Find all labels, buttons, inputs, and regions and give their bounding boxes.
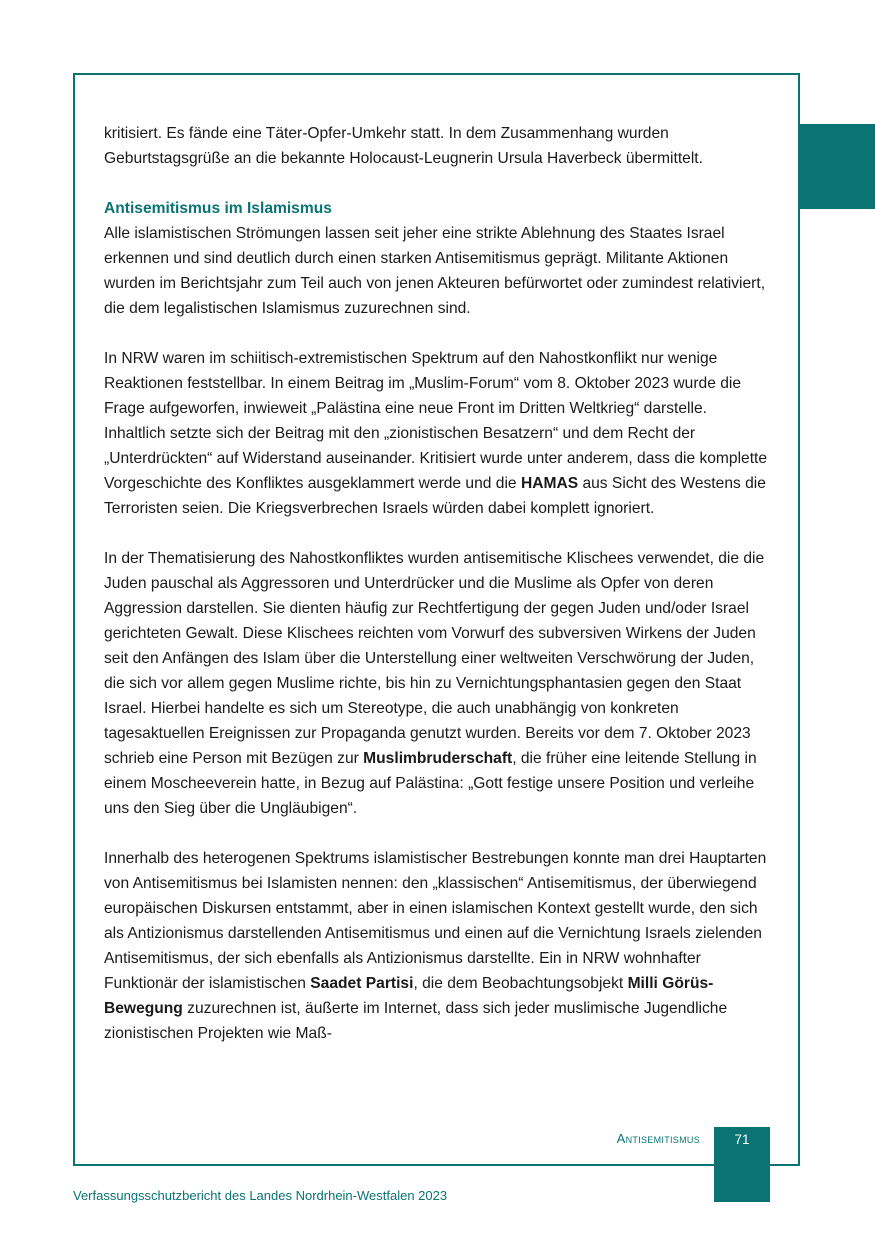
page-number-box bbox=[714, 1127, 770, 1202]
publication-title: Verfassungsschutzbericht des Landes Nordrhein-Westfalen 2023 bbox=[73, 1188, 448, 1203]
term-hamas: HAMAS bbox=[520, 475, 579, 492]
paragraph-3 bbox=[104, 346, 770, 521]
paragraph-4-text-a: In der Thematisierung des Nahostkonfliktes wurden antisemitische Klischees verwendet, die die Juden pauschal als Aggressoren und Unterdrücker und die Muslime als Opfer von deren Aggression darstellen. Sie dienten häufig zur Rechtfertigung der gegen Juden und/oder Israel gerichteten Gewalt. Diese Klischees reichten vom Vorwurf des subversiven Wirkens der Juden seit den Anfängen des Islam über die Unterstellung einer weltweiten Verschwörung der Juden, die sich vor allem gegen Muslime richte, bis hin zu Vernichtungsphantasien gegen den Staat Israel. Hierbei handelte es sich um Stereotype, die auch unabhängig von konkreten tagesaktuellen Ereignissen zur Propaganda genutzt wurden. Bereits vor dem 7. Oktober 2023 schrieb eine Person mit Bezügen zur bbox=[104, 550, 765, 767]
term-saadet-partisi: Saadet Partisi bbox=[310, 975, 414, 992]
paragraph-4-text-c: , die früher eine leitende Stellung in einem Moscheeverein hatte, in Bezug auf Palästina: „Gott festige unsere Position und verleihe uns den Sieg über die Ungläubigen“. bbox=[104, 750, 757, 817]
term-muslimbruderschaft: Muslimbruderschaft bbox=[363, 750, 513, 767]
chapter-tab-marker bbox=[798, 124, 875, 209]
paragraph-3-text-c: aus Sicht des Westens die Terroristen seien. Die Kriegsverbrechen Israels würden dabei komplett ignoriert. bbox=[104, 475, 766, 517]
paragraph-5-text-e: zuzurechnen ist, äußerte im Internet, dass sich jeder muslimische Jugendliche zionistischen Projekten wie Maß- bbox=[104, 1000, 728, 1042]
paragraph-5 bbox=[104, 846, 770, 1046]
main-text bbox=[104, 121, 770, 1071]
section-heading: Antisemitismus im Islamismus bbox=[104, 200, 332, 217]
page-number: 71 bbox=[734, 1132, 750, 1147]
paragraph-3-text-a: In NRW waren im schiitisch-extremistischen Spektrum auf den Nahostkonflikt nur wenige Reaktionen feststellbar. In einem Beitrag im „Muslim-Forum“ vom 8. Oktober 2023 wurde die Frage aufgeworfen, inwieweit „Palästina eine neue Front im Dritten Weltkrieg“ darstelle. Inhaltlich setzte sich der Beitrag mit den „zionistischen Besatzern“ und dem Recht der „Unterdrückten“ auf Widerstand auseinander. Kritisiert wurde unter anderem, dass die komplette Vorgeschichte des Konfliktes ausgeklammert werde und die bbox=[104, 350, 768, 492]
term-milli-goerues: Milli Görüs-Bewegung bbox=[104, 975, 714, 1017]
paragraph-2: Alle islamistischen Strömungen lassen seit jeher eine strikte Ablehnung des Staates Israel erkennen und sind deutlich durch einen starken Antisemitismus geprägt. Militante Aktionen wurden im Berichtsjahr zum Teil auch von jenen Akteuren befürwortet oder zumindest relativiert, die dem legalistischen Islamismus zuzurechnen sind. bbox=[104, 225, 766, 317]
section-label: Antisemitismus bbox=[616, 1131, 700, 1146]
paragraph-5-text-c: , die dem Beobachtungsobjekt bbox=[413, 975, 628, 992]
paragraph-5-text-a: Innerhalb des heterogenen Spektrums islamistischer Bestrebungen konnte man drei Hauptarten von Antisemitismus bei Islamisten nennen: den „klassischen“ Antisemitismus, der überwiegend europäischen Diskursen entstammt, aber in einen islamischen Kontext gestellt wurde, den sich als Antizionismus darstellenden Antisemitismus und einen auf die Vernichtung Israels zielenden Antisemitismus, der sich ebenfalls als Antizionismus darstellte. Ein in NRW wohnhafter Funktionär der islamistischen bbox=[104, 850, 767, 992]
paragraph-1: kritisiert. Es fände eine Täter-Opfer-Umkehr statt. In dem Zusammenhang wurden Geburtstagsgrüße an die bekannte Holocaust-Leugnerin Ursula Haverbeck übermittelt. bbox=[104, 125, 703, 167]
paragraph-4 bbox=[104, 546, 770, 821]
